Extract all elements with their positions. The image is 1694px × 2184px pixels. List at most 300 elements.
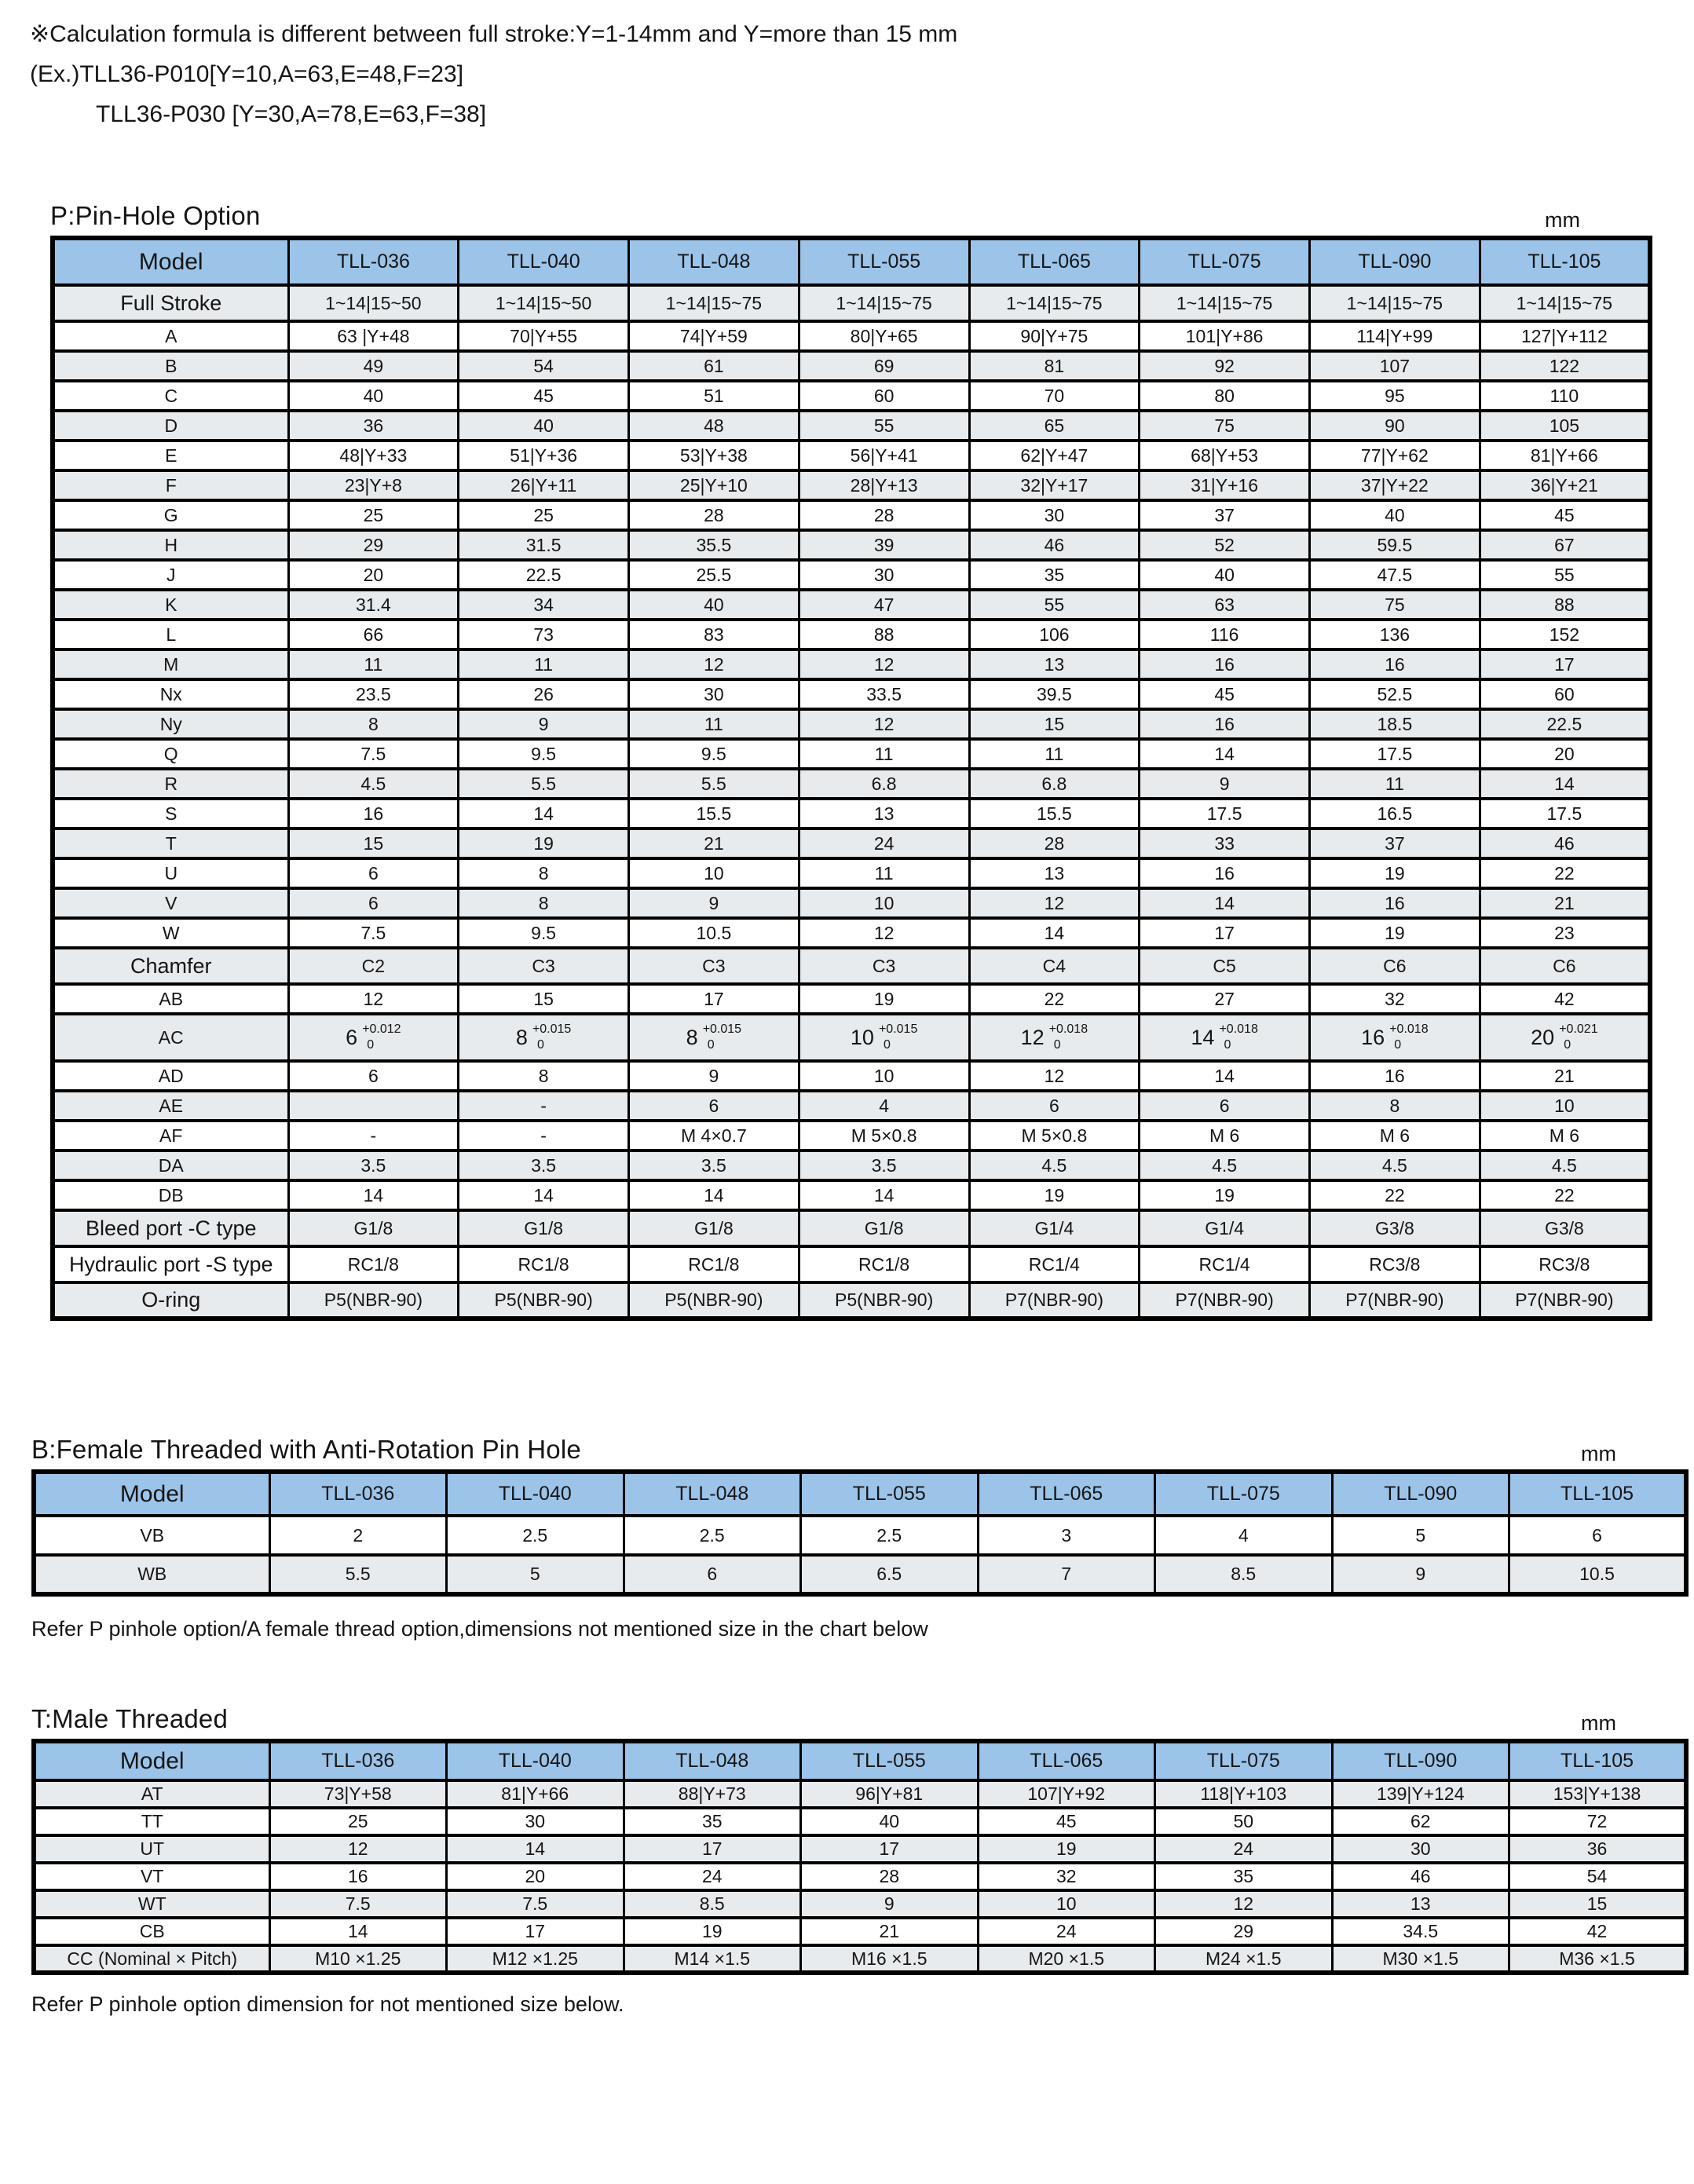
value-cell: 5.5 bbox=[459, 769, 629, 799]
value-cell: 28 bbox=[629, 500, 799, 530]
value-cell: 127|Y+112 bbox=[1480, 321, 1650, 351]
value-cell: 17 bbox=[1480, 649, 1650, 679]
value-cell: 81|Y+66 bbox=[1480, 441, 1650, 470]
value-cell: 6.8 bbox=[969, 769, 1140, 799]
tolerance-value: 6 +0.012 0 bbox=[346, 1022, 401, 1052]
table-row bbox=[53, 1121, 1650, 1151]
value-cell: 6 bbox=[288, 858, 459, 888]
value-cell: 22 bbox=[1310, 1180, 1480, 1210]
table-row bbox=[53, 321, 1650, 351]
column-header: TLL-055 bbox=[801, 1741, 979, 1780]
row-label: R bbox=[53, 769, 288, 799]
value-cell: 5 bbox=[1332, 1516, 1509, 1555]
value-cell: C4 bbox=[969, 948, 1140, 984]
row-label: UT bbox=[34, 1835, 269, 1863]
column-header: TLL-048 bbox=[624, 1741, 801, 1780]
value-cell: 25 bbox=[288, 500, 459, 530]
value-cell: 80|Y+65 bbox=[799, 321, 969, 351]
value-cell: 24 bbox=[1155, 1835, 1333, 1863]
value-cell: 20 bbox=[1480, 739, 1650, 769]
value-cell: 116 bbox=[1140, 620, 1310, 649]
column-header: TLL-055 bbox=[799, 238, 969, 285]
value-cell: 46 bbox=[1332, 1863, 1509, 1890]
value-cell: 88|Y+73 bbox=[624, 1780, 801, 1808]
value-cell: 9 bbox=[801, 1890, 979, 1918]
value-cell: 36 bbox=[288, 411, 459, 441]
value-cell: 12 bbox=[799, 709, 969, 739]
table-row bbox=[34, 1918, 1686, 1945]
column-header: TLL-048 bbox=[629, 238, 799, 285]
value-cell: 22 bbox=[1480, 858, 1650, 888]
value-cell: 16 bbox=[1310, 888, 1480, 918]
value-cell: 1~14|15~75 bbox=[1140, 285, 1310, 321]
table-row bbox=[53, 560, 1650, 590]
value-cell: 70 bbox=[969, 381, 1140, 411]
table-row bbox=[53, 590, 1650, 620]
value-cell: 13 bbox=[1332, 1890, 1509, 1918]
value-cell: 29 bbox=[288, 530, 459, 560]
unit-label: mm bbox=[1581, 1442, 1616, 1465]
row-label: S bbox=[53, 799, 288, 829]
row-label: AD bbox=[53, 1061, 288, 1091]
value-cell: 7.5 bbox=[269, 1890, 447, 1918]
value-cell: 9.5 bbox=[629, 739, 799, 769]
refer-note-male: Refer P pinhole option dimension for not mentioned size below. bbox=[31, 1992, 624, 2016]
column-header: TLL-105 bbox=[1480, 238, 1650, 285]
value-cell: 19 bbox=[969, 1180, 1140, 1210]
table-row bbox=[53, 620, 1650, 649]
value-cell: 22 bbox=[1480, 1180, 1650, 1210]
value-cell: 21 bbox=[1480, 888, 1650, 918]
value-cell: 114|Y+99 bbox=[1310, 321, 1480, 351]
column-header: TLL-105 bbox=[1509, 1472, 1687, 1516]
value-cell: M 4×0.7 bbox=[629, 1121, 799, 1151]
table-row bbox=[53, 1151, 1650, 1180]
value-cell bbox=[459, 1014, 629, 1061]
section-title-male-threaded: T:Male Threaded bbox=[31, 1704, 229, 1733]
value-cell: 25 bbox=[459, 500, 629, 530]
table-row bbox=[34, 1516, 1686, 1555]
value-cell: 14 bbox=[1140, 888, 1310, 918]
value-cell: 67 bbox=[1480, 530, 1650, 560]
refer-note-female: Refer P pinhole option/A female thread option,dimensions not mentioned size in the chart below bbox=[31, 1617, 928, 1641]
row-label: Chamfer bbox=[53, 948, 288, 984]
table-row bbox=[34, 1945, 1686, 1973]
value-cell: M16 ×1.5 bbox=[801, 1945, 979, 1973]
table-row bbox=[53, 799, 1650, 829]
value-cell: 24 bbox=[624, 1863, 801, 1890]
value-cell: 90|Y+75 bbox=[969, 321, 1140, 351]
value-cell: 21 bbox=[629, 829, 799, 858]
value-cell: M30 ×1.5 bbox=[1332, 1945, 1509, 1973]
value-cell: 51 bbox=[629, 381, 799, 411]
row-label: DB bbox=[53, 1180, 288, 1210]
value-cell: M20 ×1.5 bbox=[978, 1945, 1155, 1973]
table-row bbox=[53, 709, 1650, 739]
value-cell: 24 bbox=[799, 829, 969, 858]
note-line-formula: ※Calculation formula is different between full stroke:Y=1-14mm and Y=more than 15 mm bbox=[30, 21, 958, 47]
table-row bbox=[53, 1282, 1650, 1319]
value-cell: 45 bbox=[459, 381, 629, 411]
table-row bbox=[53, 858, 1650, 888]
value-cell: 11 bbox=[629, 709, 799, 739]
value-cell: 37 bbox=[1140, 500, 1310, 530]
value-cell: 152 bbox=[1480, 620, 1650, 649]
value-cell: 35 bbox=[624, 1808, 801, 1835]
column-header: TLL-075 bbox=[1155, 1741, 1333, 1780]
model-header: Model bbox=[34, 1472, 269, 1516]
column-header: TLL-036 bbox=[269, 1741, 447, 1780]
value-cell: 33.5 bbox=[799, 679, 969, 709]
value-cell: 6 bbox=[288, 1061, 459, 1091]
value-cell: 72 bbox=[1509, 1808, 1687, 1835]
value-cell: 1~14|15~75 bbox=[629, 285, 799, 321]
value-cell: 14 bbox=[269, 1918, 447, 1945]
value-cell: 11 bbox=[799, 858, 969, 888]
value-cell: - bbox=[459, 1121, 629, 1151]
value-cell: 16 bbox=[1310, 1061, 1480, 1091]
value-cell: 55 bbox=[1480, 560, 1650, 590]
value-cell: 60 bbox=[1480, 679, 1650, 709]
row-label: Q bbox=[53, 739, 288, 769]
row-label: AE bbox=[53, 1091, 288, 1121]
value-cell: 53|Y+38 bbox=[629, 441, 799, 470]
value-cell: 49 bbox=[288, 351, 459, 381]
table-row bbox=[53, 948, 1650, 984]
value-cell: 17 bbox=[801, 1835, 979, 1863]
value-cell: 24 bbox=[978, 1918, 1155, 1945]
value-cell: 30 bbox=[629, 679, 799, 709]
value-cell: C5 bbox=[1140, 948, 1310, 984]
value-cell: RC1/8 bbox=[288, 1246, 459, 1282]
value-cell: 19 bbox=[799, 984, 969, 1014]
value-cell: 40 bbox=[801, 1808, 979, 1835]
note-line-example-2: TLL36-P030 [Y=30,A=78,E=63,F=38] bbox=[96, 101, 487, 127]
column-header: TLL-036 bbox=[288, 238, 459, 285]
header-row bbox=[53, 238, 1650, 285]
value-cell: 48|Y+33 bbox=[288, 441, 459, 470]
value-cell: 12 bbox=[799, 918, 969, 948]
value-cell bbox=[1310, 1014, 1480, 1061]
value-cell: 50 bbox=[1155, 1808, 1333, 1835]
value-cell: 12 bbox=[799, 649, 969, 679]
value-cell: 16 bbox=[1310, 649, 1480, 679]
value-cell: 34 bbox=[459, 590, 629, 620]
value-cell: 47.5 bbox=[1310, 560, 1480, 590]
value-cell: 11 bbox=[459, 649, 629, 679]
value-cell: 16 bbox=[1140, 709, 1310, 739]
table-row bbox=[53, 829, 1650, 858]
value-cell: 42 bbox=[1509, 1918, 1687, 1945]
value-cell: 14 bbox=[288, 1180, 459, 1210]
value-cell: 11 bbox=[969, 739, 1140, 769]
value-cell: M 6 bbox=[1310, 1121, 1480, 1151]
value-cell: 6 bbox=[1509, 1516, 1687, 1555]
row-label: Ny bbox=[53, 709, 288, 739]
column-header: TLL-040 bbox=[447, 1472, 624, 1516]
value-cell: 9.5 bbox=[459, 739, 629, 769]
value-cell: G1/8 bbox=[629, 1210, 799, 1246]
value-cell: 1~14|15~75 bbox=[1310, 285, 1480, 321]
value-cell: 9 bbox=[629, 888, 799, 918]
value-cell: 83 bbox=[629, 620, 799, 649]
value-cell: 35 bbox=[969, 560, 1140, 590]
value-cell: 10 bbox=[629, 858, 799, 888]
value-cell: P7(NBR-90) bbox=[1140, 1282, 1310, 1319]
unit-label: mm bbox=[1545, 208, 1580, 232]
value-cell: 11 bbox=[799, 739, 969, 769]
value-cell: 8.5 bbox=[624, 1890, 801, 1918]
value-cell: 110 bbox=[1480, 381, 1650, 411]
section-pin-hole-option bbox=[50, 201, 1652, 1321]
table-row bbox=[53, 500, 1650, 530]
value-cell: P5(NBR-90) bbox=[629, 1282, 799, 1319]
value-cell: M36 ×1.5 bbox=[1509, 1945, 1687, 1973]
value-cell: 15.5 bbox=[629, 799, 799, 829]
row-label: V bbox=[53, 888, 288, 918]
value-cell: 81|Y+66 bbox=[447, 1780, 624, 1808]
table-row bbox=[53, 1210, 1650, 1246]
value-cell: 33 bbox=[1140, 829, 1310, 858]
value-cell: 10 bbox=[1480, 1091, 1650, 1121]
row-label: K bbox=[53, 590, 288, 620]
value-cell: 37 bbox=[1310, 829, 1480, 858]
value-cell: 9.5 bbox=[459, 918, 629, 948]
value-cell: C2 bbox=[288, 948, 459, 984]
value-cell: 40 bbox=[1140, 560, 1310, 590]
value-cell: 77|Y+62 bbox=[1310, 441, 1480, 470]
value-cell: 4.5 bbox=[1140, 1151, 1310, 1180]
value-cell: 3.5 bbox=[288, 1151, 459, 1180]
value-cell: 4.5 bbox=[288, 769, 459, 799]
value-cell: 30 bbox=[447, 1808, 624, 1835]
column-header: TLL-065 bbox=[978, 1472, 1155, 1516]
value-cell: 88 bbox=[799, 620, 969, 649]
row-label: CC (Nominal × Pitch) bbox=[34, 1945, 269, 1973]
table-row bbox=[53, 1061, 1650, 1091]
value-cell: 17 bbox=[629, 984, 799, 1014]
value-cell: 11 bbox=[288, 649, 459, 679]
table-row bbox=[53, 984, 1650, 1014]
table-row bbox=[34, 1835, 1686, 1863]
value-cell: 54 bbox=[459, 351, 629, 381]
value-cell: 25.5 bbox=[629, 560, 799, 590]
value-cell: 14 bbox=[1140, 739, 1310, 769]
row-label: B bbox=[53, 351, 288, 381]
value-cell: C3 bbox=[629, 948, 799, 984]
value-cell: M 6 bbox=[1480, 1121, 1650, 1151]
value-cell: C6 bbox=[1310, 948, 1480, 984]
value-cell: 14 bbox=[1140, 1061, 1310, 1091]
column-header: TLL-040 bbox=[447, 1741, 624, 1780]
value-cell: 14 bbox=[969, 918, 1140, 948]
value-cell: 7 bbox=[978, 1555, 1155, 1594]
value-cell: 45 bbox=[1140, 679, 1310, 709]
value-cell: 75 bbox=[1140, 411, 1310, 441]
value-cell: 80 bbox=[1140, 381, 1310, 411]
value-cell: 55 bbox=[799, 411, 969, 441]
value-cell: 15 bbox=[969, 709, 1140, 739]
value-cell: 25 bbox=[269, 1808, 447, 1835]
column-header: TLL-055 bbox=[801, 1472, 979, 1516]
female-threaded-table bbox=[31, 1469, 1689, 1597]
value-cell: 1~14|15~75 bbox=[799, 285, 969, 321]
value-cell: 29 bbox=[1155, 1918, 1333, 1945]
section-header bbox=[31, 1435, 1689, 1465]
value-cell bbox=[288, 1091, 459, 1121]
tolerance-value: 8 +0.015 0 bbox=[686, 1022, 742, 1052]
value-cell: 9 bbox=[629, 1061, 799, 1091]
value-cell: 23 bbox=[1480, 918, 1650, 948]
pin-hole-option-table bbox=[50, 236, 1652, 1321]
value-cell bbox=[1480, 1014, 1650, 1061]
value-cell: 8 bbox=[459, 1061, 629, 1091]
value-cell: 8 bbox=[288, 709, 459, 739]
value-cell: 46 bbox=[1480, 829, 1650, 858]
value-cell: 90 bbox=[1310, 411, 1480, 441]
model-header: Model bbox=[34, 1741, 269, 1780]
value-cell: G3/8 bbox=[1480, 1210, 1650, 1246]
value-cell: C3 bbox=[459, 948, 629, 984]
table-row bbox=[53, 679, 1650, 709]
value-cell: 15 bbox=[1509, 1890, 1687, 1918]
value-cell: 55 bbox=[969, 590, 1140, 620]
tolerance-value: 10 +0.015 0 bbox=[850, 1022, 918, 1052]
value-cell: 6 bbox=[629, 1091, 799, 1121]
table-row bbox=[53, 1091, 1650, 1121]
value-cell: 28|Y+13 bbox=[799, 470, 969, 500]
table-row bbox=[34, 1863, 1686, 1890]
table-row bbox=[53, 285, 1650, 321]
value-cell: 23|Y+8 bbox=[288, 470, 459, 500]
table-row bbox=[53, 351, 1650, 381]
value-cell: 48 bbox=[629, 411, 799, 441]
value-cell: 21 bbox=[801, 1918, 979, 1945]
value-cell: P7(NBR-90) bbox=[1480, 1282, 1650, 1319]
value-cell: G1/8 bbox=[459, 1210, 629, 1246]
value-cell: 107 bbox=[1310, 351, 1480, 381]
section-header bbox=[31, 1704, 1689, 1734]
row-label: H bbox=[53, 530, 288, 560]
value-cell: 2.5 bbox=[624, 1516, 801, 1555]
tolerance-value: 14 +0.018 0 bbox=[1191, 1022, 1258, 1052]
value-cell: 17.5 bbox=[1140, 799, 1310, 829]
table-row bbox=[53, 649, 1650, 679]
value-cell: 10 bbox=[799, 888, 969, 918]
row-label: E bbox=[53, 441, 288, 470]
value-cell: 15 bbox=[288, 829, 459, 858]
value-cell: 37|Y+22 bbox=[1310, 470, 1480, 500]
value-cell: 9 bbox=[459, 709, 629, 739]
value-cell: 19 bbox=[978, 1835, 1155, 1863]
value-cell: 12 bbox=[629, 649, 799, 679]
value-cell: 35 bbox=[1155, 1863, 1333, 1890]
value-cell: 107|Y+92 bbox=[978, 1780, 1155, 1808]
value-cell: M 6 bbox=[1140, 1121, 1310, 1151]
value-cell: G1/4 bbox=[969, 1210, 1140, 1246]
value-cell: 60 bbox=[799, 381, 969, 411]
value-cell: 45 bbox=[1480, 500, 1650, 530]
row-label: VB bbox=[34, 1516, 269, 1555]
value-cell: 70|Y+55 bbox=[459, 321, 629, 351]
value-cell: 47 bbox=[799, 590, 969, 620]
value-cell: 7.5 bbox=[447, 1890, 624, 1918]
value-cell: RC1/8 bbox=[799, 1246, 969, 1282]
section-title-pin-hole: P:Pin-Hole Option bbox=[50, 201, 261, 230]
value-cell: 51|Y+36 bbox=[459, 441, 629, 470]
value-cell: 31.4 bbox=[288, 590, 459, 620]
section-male-threaded bbox=[31, 1704, 1689, 2017]
value-cell: 3.5 bbox=[459, 1151, 629, 1180]
value-cell: 45 bbox=[978, 1808, 1155, 1835]
value-cell: 35.5 bbox=[629, 530, 799, 560]
value-cell: 75 bbox=[1310, 590, 1480, 620]
value-cell: 5.5 bbox=[629, 769, 799, 799]
value-cell: 52 bbox=[1140, 530, 1310, 560]
value-cell: - bbox=[459, 1091, 629, 1121]
value-cell: P7(NBR-90) bbox=[969, 1282, 1140, 1319]
value-cell: 22.5 bbox=[459, 560, 629, 590]
value-cell: 4 bbox=[799, 1091, 969, 1121]
value-cell: 16 bbox=[1140, 858, 1310, 888]
row-label: L bbox=[53, 620, 288, 649]
row-label: AF bbox=[53, 1121, 288, 1151]
value-cell: 12 bbox=[288, 984, 459, 1014]
value-cell: 12 bbox=[269, 1835, 447, 1863]
value-cell: 153|Y+138 bbox=[1509, 1780, 1687, 1808]
value-cell: M12 ×1.25 bbox=[447, 1945, 624, 1973]
row-label: A bbox=[53, 321, 288, 351]
value-cell: M 5×0.8 bbox=[969, 1121, 1140, 1151]
row-label: Full Stroke bbox=[53, 285, 288, 321]
value-cell: 5 bbox=[447, 1555, 624, 1594]
row-label: G bbox=[53, 500, 288, 530]
value-cell: 9 bbox=[1332, 1555, 1509, 1594]
row-label: VT bbox=[34, 1863, 269, 1890]
table-row bbox=[53, 1014, 1650, 1061]
value-cell: 40 bbox=[459, 411, 629, 441]
value-cell bbox=[799, 1014, 969, 1061]
value-cell: M10 ×1.25 bbox=[269, 1945, 447, 1973]
column-header: TLL-040 bbox=[459, 238, 629, 285]
value-cell: 1~14|15~50 bbox=[288, 285, 459, 321]
value-cell: 26 bbox=[459, 679, 629, 709]
table-row bbox=[34, 1555, 1686, 1594]
value-cell: 139|Y+124 bbox=[1332, 1780, 1509, 1808]
value-cell bbox=[1140, 1014, 1310, 1061]
row-label: F bbox=[53, 470, 288, 500]
value-cell: 14 bbox=[629, 1180, 799, 1210]
value-cell: 14 bbox=[799, 1180, 969, 1210]
value-cell: 73 bbox=[459, 620, 629, 649]
value-cell: 68|Y+53 bbox=[1140, 441, 1310, 470]
row-label: AT bbox=[34, 1780, 269, 1808]
value-cell: 14 bbox=[1480, 769, 1650, 799]
table-row bbox=[53, 441, 1650, 470]
value-cell: 66 bbox=[288, 620, 459, 649]
value-cell: C3 bbox=[799, 948, 969, 984]
value-cell: 32|Y+17 bbox=[969, 470, 1140, 500]
value-cell: 31.5 bbox=[459, 530, 629, 560]
value-cell: 5.5 bbox=[269, 1555, 447, 1594]
row-label: TT bbox=[34, 1808, 269, 1835]
value-cell: 12 bbox=[969, 1061, 1140, 1091]
row-label: M bbox=[53, 649, 288, 679]
column-header: TLL-105 bbox=[1509, 1741, 1687, 1780]
table-row bbox=[53, 530, 1650, 560]
value-cell: 22 bbox=[969, 984, 1140, 1014]
value-cell: 19 bbox=[1310, 858, 1480, 888]
